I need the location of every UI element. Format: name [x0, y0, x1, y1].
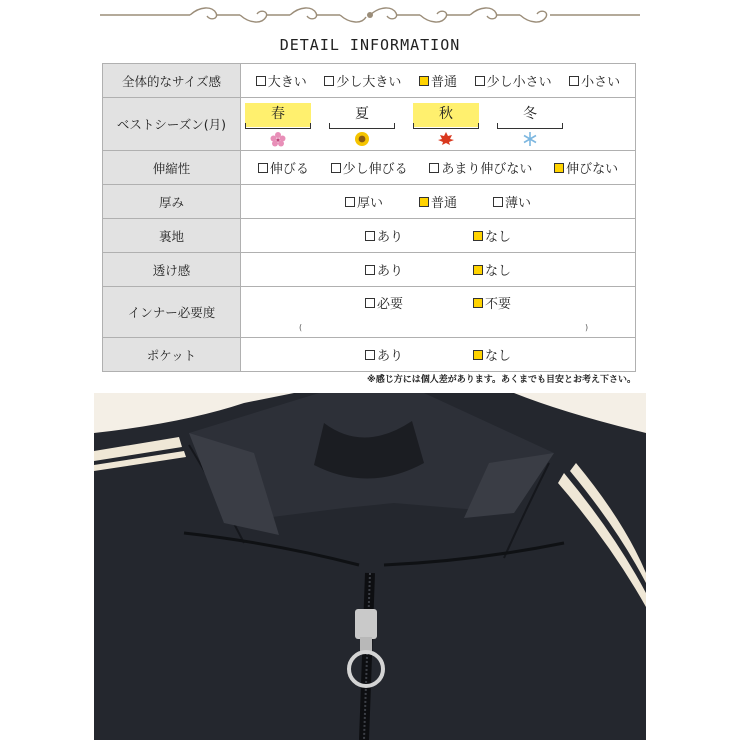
- row-label: 伸縮性: [103, 151, 241, 185]
- checkbox-icon: [365, 350, 375, 360]
- checkbox-icon: [256, 76, 266, 86]
- stretch-option-selected: 伸びない: [554, 158, 618, 177]
- size-option-selected: 普通: [419, 71, 457, 90]
- thickness-option: 厚い: [345, 192, 383, 211]
- sheerness-option: あり: [365, 260, 403, 279]
- row-label: ベストシーズン(月): [103, 98, 241, 151]
- product-photo: [94, 393, 646, 740]
- paren-close: ): [585, 323, 589, 332]
- size-option: 少し大きい: [324, 71, 401, 90]
- checkbox-icon: [331, 163, 341, 173]
- table-row: [103, 185, 636, 219]
- lining-option: あり: [365, 226, 403, 245]
- row-label: 全体的なサイズ感: [103, 64, 241, 98]
- table-row: [103, 253, 636, 287]
- stretch-option: あまり伸びない: [429, 158, 532, 177]
- row-label: インナー必要度: [103, 287, 241, 338]
- checkbox-checked-icon: [473, 350, 483, 360]
- table-row: [103, 98, 636, 151]
- season-autumn: 秋: [413, 103, 479, 127]
- checkbox-icon: [365, 231, 375, 241]
- stretch-option: 伸びる: [258, 158, 309, 177]
- checkbox-icon: [324, 76, 334, 86]
- pocket-option-selected: なし: [473, 345, 511, 364]
- size-option: 大きい: [256, 71, 307, 90]
- checkbox-checked-icon: [473, 265, 483, 275]
- thickness-option: 薄い: [493, 192, 531, 211]
- checkbox-icon: [493, 197, 503, 207]
- checkbox-icon: [365, 298, 375, 308]
- checkbox-checked-icon: [419, 76, 429, 86]
- maple-leaf-icon: [436, 131, 456, 147]
- season-spring: 春: [245, 103, 311, 127]
- checkbox-icon: [365, 265, 375, 275]
- checkbox-checked-icon: [419, 197, 429, 207]
- paren-open: (: [299, 323, 303, 332]
- lining-option-selected: なし: [473, 226, 511, 245]
- decorative-ornament: [100, 4, 640, 26]
- size-option: 小さい: [569, 71, 620, 90]
- row-label: 裏地: [103, 219, 241, 253]
- table-row: [103, 287, 636, 338]
- checkbox-icon: [345, 197, 355, 207]
- checkbox-icon: [258, 163, 268, 173]
- inner-option: 必要: [365, 293, 403, 312]
- sunflower-icon: [352, 131, 372, 147]
- checkbox-checked-icon: [473, 231, 483, 241]
- row-label: 透け感: [103, 253, 241, 287]
- checkbox-icon: [475, 76, 485, 86]
- pocket-option: あり: [365, 345, 403, 364]
- table-row: [103, 219, 636, 253]
- checkbox-icon: [429, 163, 439, 173]
- table-row: [103, 338, 636, 372]
- table-row: [103, 64, 636, 98]
- sakura-flower-icon: [268, 131, 288, 147]
- inner-option-selected: 不要: [473, 293, 511, 312]
- stretch-option: 少し伸びる: [331, 158, 408, 177]
- season-summer: 夏: [329, 103, 395, 127]
- checkbox-checked-icon: [554, 163, 564, 173]
- row-label: ポケット: [103, 338, 241, 372]
- snowflake-icon: [520, 131, 540, 147]
- table-row: [103, 151, 636, 185]
- sheerness-option-selected: なし: [473, 260, 511, 279]
- size-option: 少し小さい: [475, 71, 552, 90]
- page-title: DETAIL INFORMATION: [279, 36, 461, 54]
- checkbox-checked-icon: [473, 298, 483, 308]
- zipper-pull: [355, 609, 377, 639]
- disclaimer-note: ※感じ方には個人差があります。あくまでも目安とお考え下さい。: [366, 375, 636, 385]
- row-label: 厚み: [103, 185, 241, 219]
- season-winter: 冬: [497, 103, 563, 127]
- thickness-option-selected: 普通: [419, 192, 457, 211]
- checkbox-icon: [569, 76, 579, 86]
- detail-table: [102, 63, 636, 372]
